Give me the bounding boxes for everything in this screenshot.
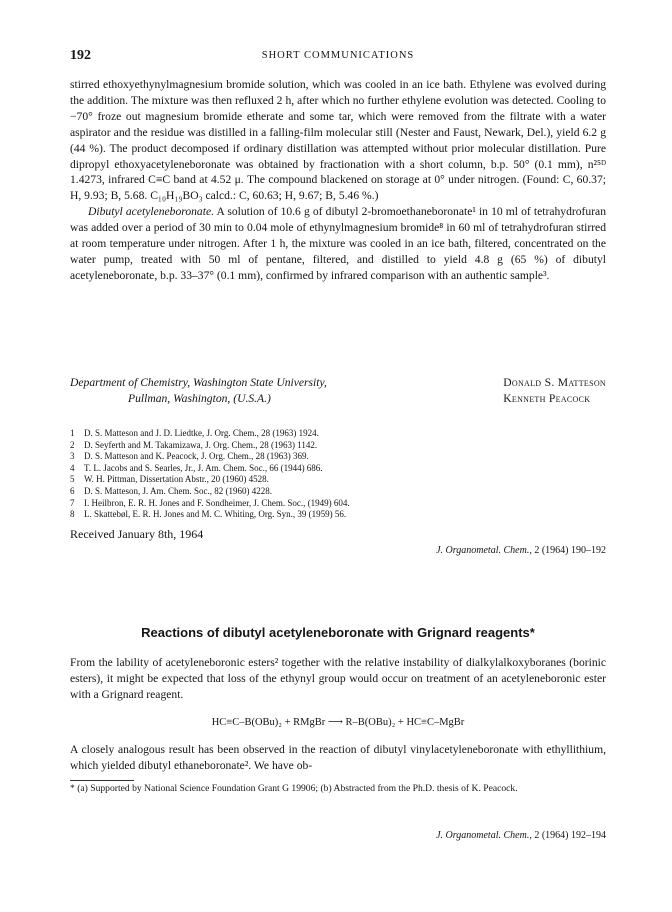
author-block bbox=[70, 375, 606, 409]
received-date: Received January 8th, 1964 bbox=[70, 527, 204, 541]
article2-citation: J. Organometal. Chem., 2 (1964) 192–194 bbox=[436, 830, 606, 841]
author-2: Kenneth Peacock bbox=[503, 392, 591, 405]
reference-item: 7 I. Heilbron, E. R. H. Jones and F. Sondheimer, J. Chem. Soc., (1949) 604. bbox=[70, 497, 350, 508]
footnote-divider bbox=[70, 780, 134, 781]
reaction-equation: HC≡C–B(OBu)₂ + RMgBr ⟶ R–B(OBu)₂ + HC≡C–MgBr bbox=[211, 717, 465, 728]
affiliation-line-1: Department of Chemistry, Washington State University, bbox=[70, 376, 327, 389]
article1-citation: J. Organometal. Chem., 2 (1964) 190–192 bbox=[436, 545, 606, 556]
author-1: Donald S. Matteson bbox=[503, 376, 606, 389]
reference-item: 2 D. Seyferth and M. Takamizawa, J. Org. Chem., 28 (1963) 1142. bbox=[70, 439, 318, 450]
article2-paragraph-2: A closely analogous result has been observed in the reaction of dibutyl vinylacetyleneboronate with ethyllithium, which yielded dibutyl ethaneboronate². We have ob- bbox=[70, 743, 606, 772]
reference-item: 5 W. H. Pittman, Dissertation Abstr., 20 (1960) 4528. bbox=[70, 474, 269, 485]
paragraph-2-text: A solution of 10.6 g of dibutyl 2-bromoethaneboronate¹ in 10 ml of tetrahydrofuran was added over a period of 30 min to 0.04 mole of ethynylmagnesium bromide⁸ in 60 ml of tetrahydrofuran stirred at room temperature under nitrogen. After 1 h, the mixture was cooled in an ice bath, filtered, concentrated on the water pump, treated with 50 ml of pentane, filtered, and distilled to yield 4.8 g (65 %) of dibutyl acetyleneboronate, b.p. 33–37° (0.1 mm), confirmed by infrared comparison with an authentic sample³. bbox=[70, 205, 607, 282]
page-number: 192 bbox=[70, 48, 91, 63]
reference-item: 6 D. S. Matteson, J. Am. Chem. Soc., 82 (1960) 4228. bbox=[70, 485, 272, 496]
affiliation bbox=[70, 375, 327, 407]
article2-paragraph-1: From the lability of acetyleneboronic esters² together with the relative instability of dialkylalkoxyboranes (borinic esters), it might be expected that loss of the ethynyl group would occur on treatment of an acetyleneboronic ester with a Grignard reagent. bbox=[70, 656, 606, 701]
article1-paragraph-2 bbox=[70, 204, 606, 284]
paragraph-2-heading: Dibutyl acetyleneboronate. bbox=[88, 205, 214, 219]
article1-body bbox=[70, 77, 606, 284]
footnote: * (a) Supported by National Science Foundation Grant G 19906; (b) Abstracted from the Ph.D. thesis of K. Peacock. bbox=[70, 783, 518, 794]
page-header bbox=[70, 48, 606, 68]
article2-title: Reactions of dibutyl acetyleneboronate with Grignard reagents* bbox=[141, 625, 535, 640]
article2-body-continued bbox=[70, 742, 606, 774]
reference-item: 4 T. L. Jacobs and S. Searles, Jr., J. Am. Chem. Soc., 66 (1944) 686. bbox=[70, 462, 323, 473]
reference-item: 3 D. S. Matteson and K. Peacock, J. Org. Chem., 28 (1963) 369. bbox=[70, 451, 309, 462]
article1-paragraph-1: stirred ethoxyethynylmagnesium bromide solution, which was cooled in an ice bath. Ethylene was evolved during the addition. The mixture was then refluxed 2 h, after which no further ethylene evolution was detected. Cooling to −70° froze out magnesium bromide etherate and some tar, which were removed from the filtrate with a water aspirator and the residue was distilled in a falling-film molecular still (Nester and Faust, Newark, Del.), yield 6.2 g (44 %). The product decomposed if ordinary distillation was attempted without prior molecular distillation. Pure dipropyl ethoxyacetyleneboronate was obtained by fractionation with a short column, b.p. 50° (0.1 mm), n²⁵ᴰ 1.4273, infrared C≡C band at 4.52 μ. The compound blackened on storage at 0° under nitrogen. (Found: C, 60.37; H, 9.93; B, 5.68. C₁₀H₁₉BO₃ calcd.: C, 60.63; H, 9.67; B, 5.46 %.) bbox=[70, 78, 606, 203]
reference-list bbox=[70, 428, 606, 521]
authors bbox=[503, 375, 606, 407]
reference-item: 8 L. Skattebøl, E. R. H. Jones and M. C. Whiting, Org. Syn., 39 (1959) 56. bbox=[70, 509, 347, 520]
running-head: SHORT COMMUNICATIONS bbox=[261, 50, 415, 61]
affiliation-line-2: Pullman, Washington, (U.S.A.) bbox=[128, 392, 271, 405]
article2-body bbox=[70, 655, 606, 703]
reference-item: 1 D. S. Matteson and J. D. Liedtke, J. Org. Chem., 28 (1963) 1924. bbox=[70, 428, 319, 438]
